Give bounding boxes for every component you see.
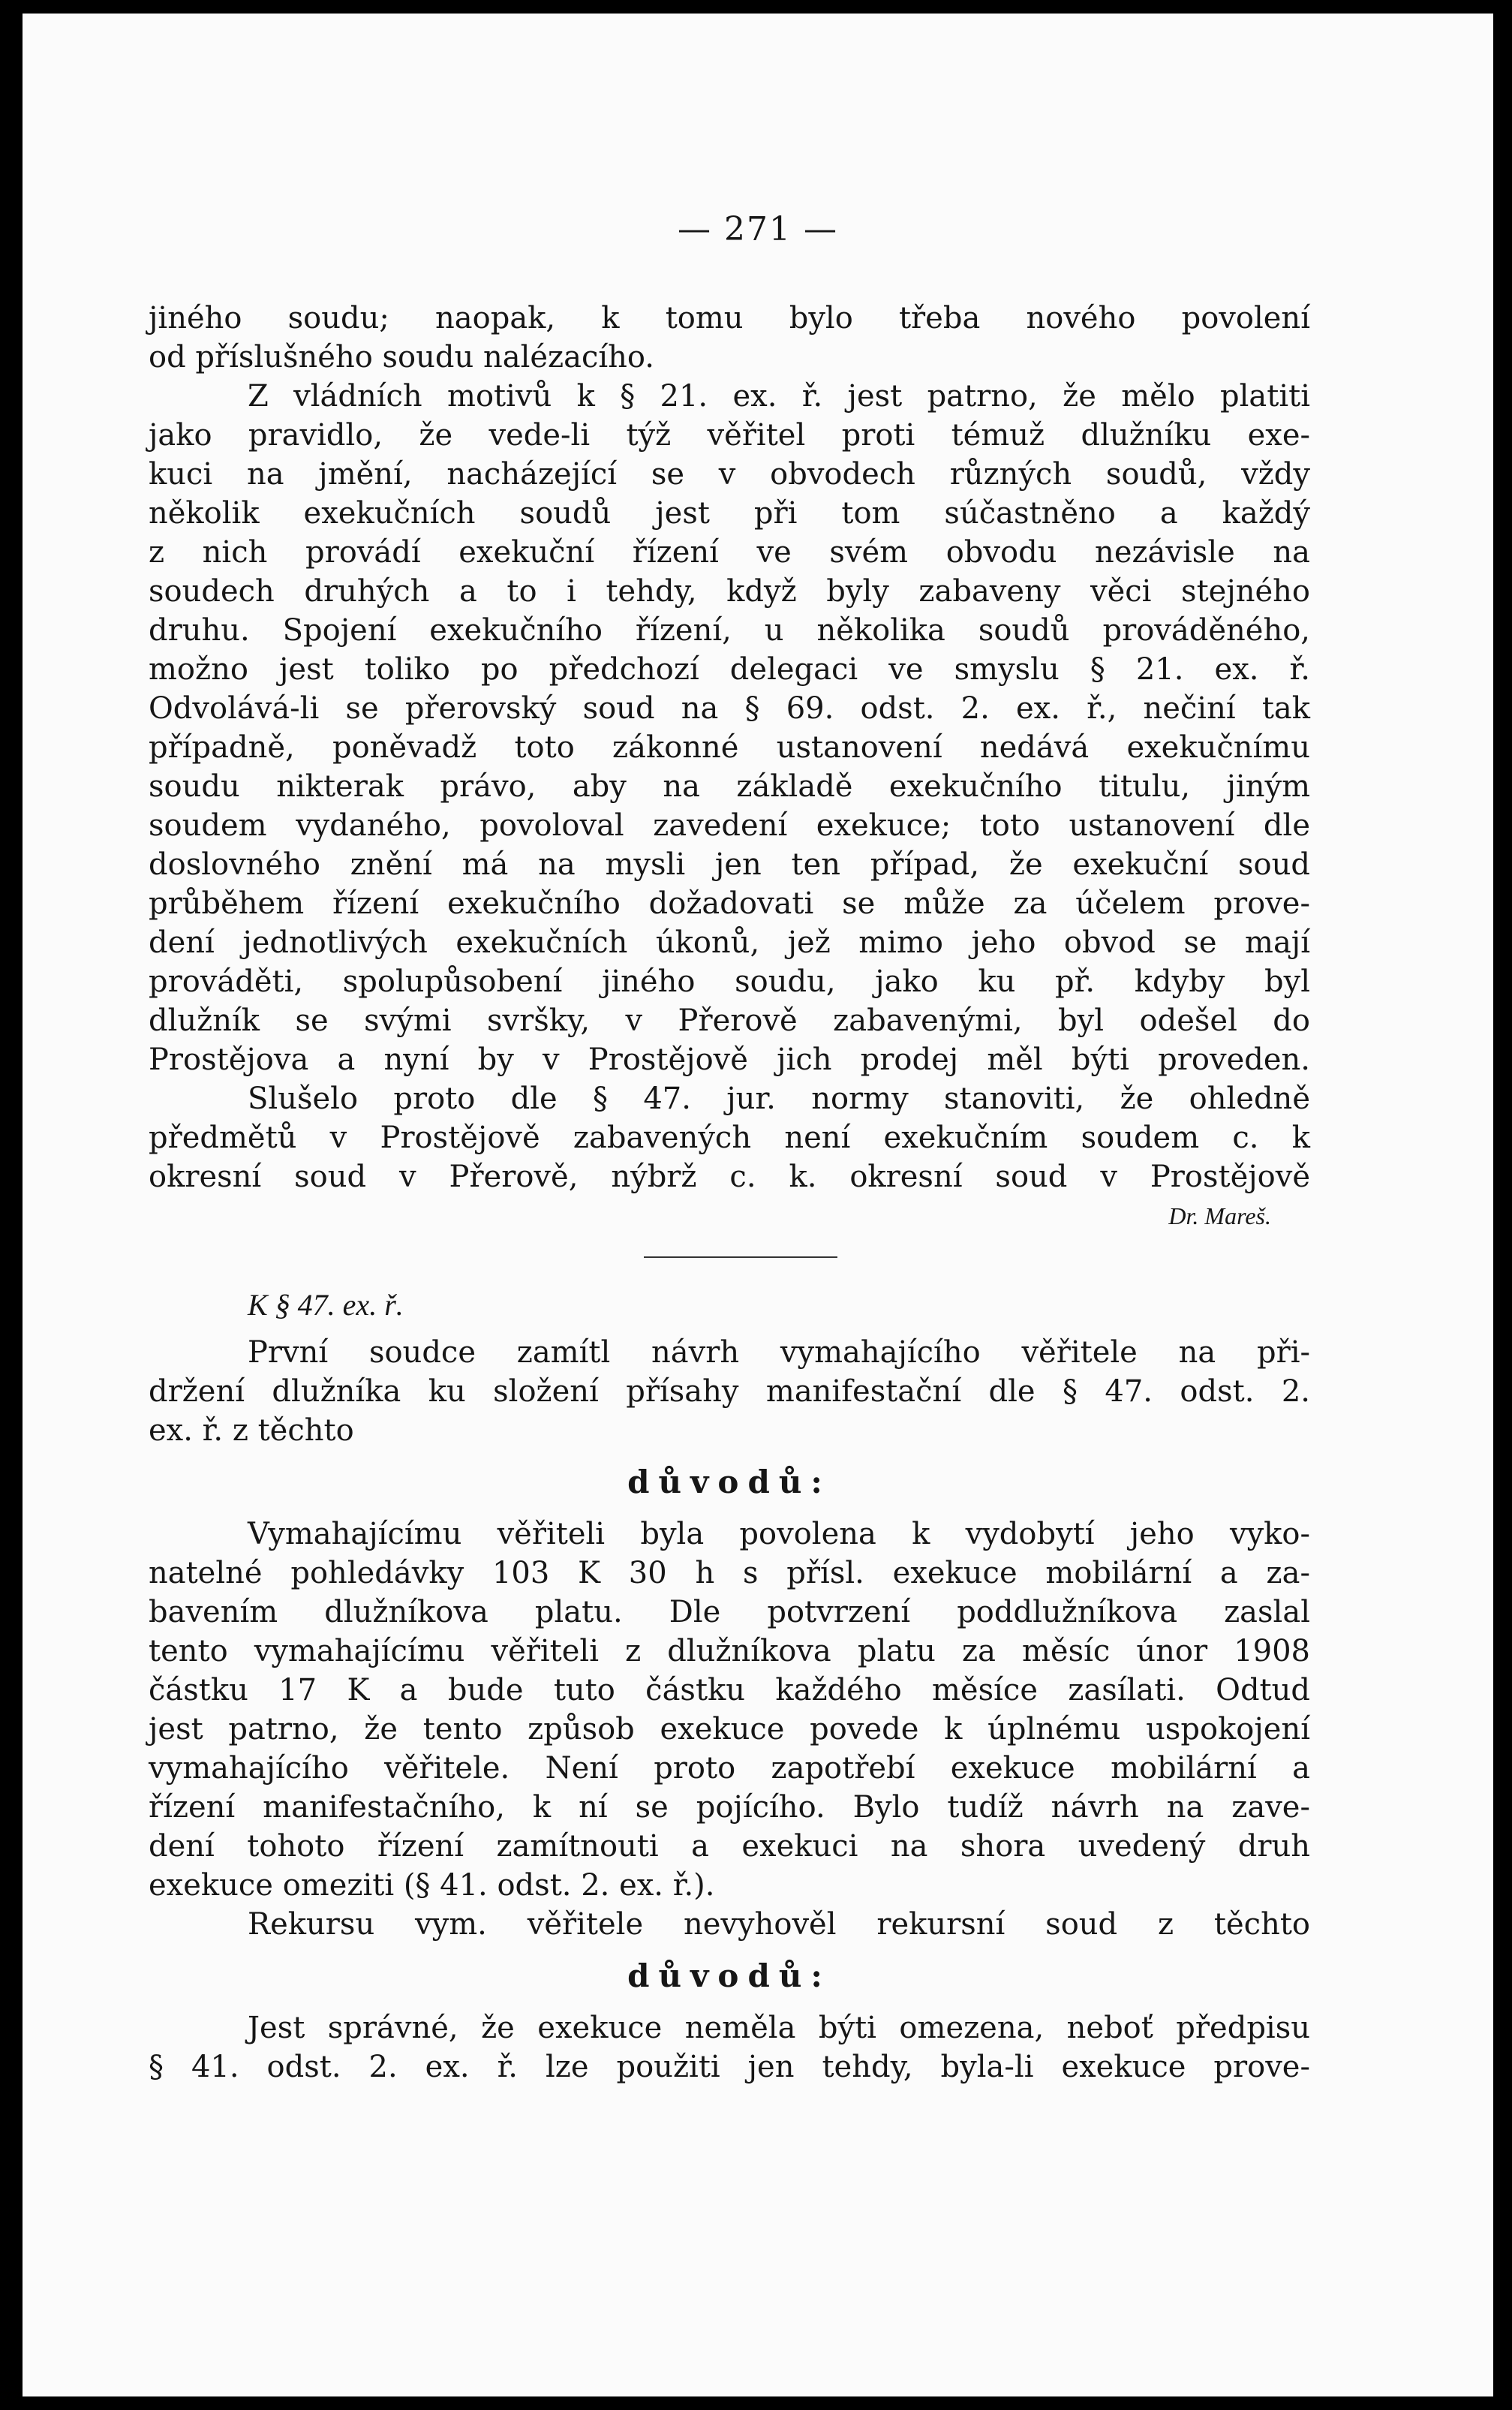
text-line: případně, poněvadž toto zákonné ustanovení nedává exekučnímu	[149, 730, 1310, 765]
text-line: od příslušného soudu nalézacího.	[149, 340, 655, 375]
page-number: — 271 —	[678, 210, 838, 248]
text-line: druhu. Spojení exekučního řízení, u několika soudů prováděného,	[149, 613, 1310, 648]
text-line: soudem vydaného, povoloval zavedení exekuce; toto ustanovení dle	[149, 808, 1310, 843]
text-line: soudech druhých a to i tehdy, když byly zabaveny věci stejného	[149, 574, 1310, 609]
text-line: okresní soud v Přerově, nýbrž c. k. okresní soud v Prostějově	[149, 1160, 1310, 1194]
text-line: jest patrno, že tento způsob exekuce povede k úplnému uspokojení	[149, 1712, 1310, 1747]
text-line: exekuce omeziti (§ 41. odst. 2. ex. ř.).	[149, 1868, 715, 1903]
text-line: doslovného znění má na mysli jen ten případ, že exekuční soud	[149, 847, 1310, 882]
text-line: Odvolává-li se přerovský soud na § 69. odst. 2. ex. ř., nečiní tak	[149, 691, 1310, 726]
text-line: držení dlužníka ku složení přísahy manifestační dle § 47. odst. 2.	[149, 1374, 1310, 1409]
text-line: tento vymahajícímu věřiteli z dlužníkova platu za měsíc únor 1908	[149, 1634, 1310, 1668]
text-line: Z vládních motivů k § 21. ex. ř. jest patrno, že mělo platiti	[248, 379, 1310, 414]
text-line: jako pravidlo, že vede-li týž věřitel proti témuž dlužníku exe-	[149, 418, 1310, 453]
text-line: ex. ř. z těchto	[149, 1413, 354, 1448]
text-line: dení jednotlivých exekučních úkonů, jež mimo jeho obvod se mají	[149, 925, 1310, 960]
text-line: částku 17 K a bude tuto částku každého měsíce zasílati. Odtud	[149, 1673, 1310, 1707]
section-heading: K § 47. ex. ř.	[248, 1288, 404, 1322]
text-line: prováděti, spolupůsobení jiného soudu, jako ku př. kdyby byl	[149, 964, 1310, 999]
text-line: § 41. odst. 2. ex. ř. lze použiti jen tehdy, byla-li exekuce prove-	[149, 2050, 1310, 2084]
signature: Dr. Mareš.	[1168, 1202, 1271, 1229]
text-line: Jest správné, že exekuce neměla býti omezena, neboť předpisu	[248, 2011, 1310, 2045]
section-divider	[149, 1235, 1310, 1277]
text-line: z nich provádí exekuční řízení ve svém obvodu nezávisle na	[149, 535, 1310, 570]
text-line: Prostějova a nyní by v Prostějově jich prodej měl býti proveden.	[149, 1043, 1310, 1077]
text-line: jiného soudu; naopak, k tomu bylo třeba nového povolení	[149, 301, 1310, 335]
text-line: řízení manifestačního, k ní se pojícího. Bylo tudíž návrh na zave-	[149, 1790, 1310, 1825]
text-line: průběhem řízení exekučního dožadovati se může za účelem prove-	[149, 886, 1310, 921]
text-line: Slušelo proto dle § 47. jur. normy stanoviti, že ohledně	[248, 1082, 1310, 1116]
body-text	[149, 299, 1310, 2087]
text-line: možno jest toliko po předchozí delegaci ve smyslu § 21. ex. ř.	[149, 652, 1310, 687]
text-line: bavením dlužníkova platu. Dle potvrzení poddlužníkova zaslal	[149, 1595, 1310, 1629]
text-line: předmětů v Prostějově zabavených není exekučním soudem c. k	[149, 1121, 1310, 1155]
text-line: několik exekučních soudů jest při tom súčastněno a každý	[149, 496, 1310, 531]
text-line: natelné pohledávky 103 K 30 h s přísl. exekuce mobilární a za-	[149, 1556, 1310, 1590]
text-line: kuci na jmění, nacházející se v obvodech různých soudů, vždy	[149, 457, 1310, 492]
text-line: První soudce zamítl návrh vymahajícího věřitele na při-	[248, 1335, 1310, 1370]
reasons-heading: důvodů:	[627, 1957, 831, 1994]
text-line: dlužník se svými svršky, v Přerově zabavenými, byl odešel do	[149, 1003, 1310, 1038]
text-line: Rekursu vym. věřitele nevyhověl rekursní soud z těchto	[248, 1907, 1310, 1942]
text-line: Vymahajícímu věřiteli byla povolena k vydobytí jeho vyko-	[248, 1517, 1310, 1551]
text-line: soudu nikterak právo, aby na základě exekučního titulu, jiným	[149, 769, 1310, 804]
text-line: dení tohoto řízení zamítnouti a exekuci na shora uvedený druh	[149, 1829, 1310, 1864]
text-line: vymahajícího věřitele. Není proto zapotřebí exekuce mobilární a	[149, 1751, 1310, 1786]
document-page	[23, 14, 1493, 2396]
reasons-heading: důvodů:	[627, 1464, 831, 1500]
